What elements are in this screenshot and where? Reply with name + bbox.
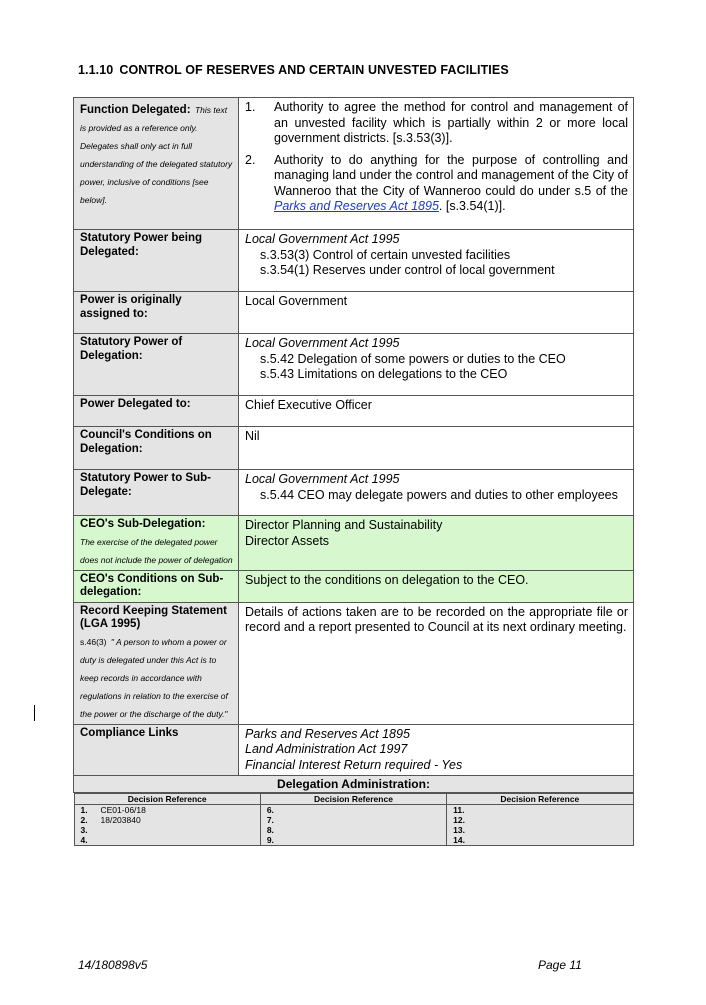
decision-entry: [81, 815, 254, 825]
entry-number: 12.: [453, 815, 465, 825]
decision-entry: [81, 805, 254, 815]
row-value: Local Government: [245, 294, 348, 308]
row-label: Power Delegated to:: [80, 398, 191, 410]
label-cell: [74, 724, 239, 776]
decision-entry: [453, 815, 626, 825]
item-text: [274, 153, 628, 215]
entry-number: 6.: [266, 805, 274, 815]
label-cell: [74, 396, 239, 427]
document-reference: 14/180898v5: [78, 958, 148, 972]
row-label: CEO's Conditions on Sub-delegation:: [80, 572, 224, 598]
item-number: 2.: [245, 152, 256, 167]
section-line: s.5.43 Limitations on delegations to the CEO: [260, 367, 508, 381]
row-note: " A person to whom a power or duty is delegated under this Act is to keep records in accordance with regulations in relation to the exercise of the power or the discharge of the duty.": [80, 636, 228, 719]
row-label: Statutory Power being Delegated:: [80, 232, 203, 258]
row-sub-delegate-power: [74, 470, 634, 516]
value-cell: [239, 570, 634, 602]
value-cell: [239, 396, 634, 427]
row-compliance-links: [74, 724, 634, 776]
row-value: Chief Executive Officer: [245, 398, 372, 412]
row-label: Compliance Links: [80, 726, 179, 739]
label-cell: [74, 470, 239, 516]
page-number: Page 11: [538, 958, 582, 972]
entry-number: 3.: [80, 825, 88, 835]
item-text: Authority to agree the method for control and management of an unvested facility which is partially within 2 or more local government districts. [s.3.53(3)].: [274, 100, 628, 145]
row-label: Statutory Power of Delegation:: [80, 336, 183, 362]
entry-number: 9.: [266, 835, 274, 845]
label-cell: [74, 98, 239, 230]
entry-number: 14.: [453, 835, 465, 845]
compliance-line: Land Administration Act 1997: [245, 742, 408, 756]
function-list: [245, 100, 628, 215]
value-cell: [239, 98, 634, 230]
decision-entry: [81, 835, 254, 845]
value-cell: [239, 602, 634, 724]
decision-column-1: [74, 805, 260, 846]
row-note: This text is provided as a reference only. Delegates shall only act in full understanding of the delegated statutory power, inclusive of conditions [see below].: [80, 105, 233, 205]
label-cell: [74, 334, 239, 396]
decision-header-row: [74, 794, 633, 805]
decision-wrapper: [74, 793, 634, 847]
decision-entry: [267, 805, 440, 815]
decision-entry: [267, 815, 440, 825]
entry-number: 11.: [453, 805, 465, 815]
label-cell: [74, 230, 239, 292]
act-name: Local Government Act 1995: [245, 336, 400, 350]
section-number: 1.1.10: [78, 63, 114, 77]
compliance-line: Financial Interest Return required - Yes: [245, 757, 463, 772]
act-name: Local Government Act 1995: [245, 472, 400, 486]
section-title-text: CONTROL OF RESERVES AND CERTAIN UNVESTED FACILITIES: [119, 63, 509, 77]
section-line: s.5.42 Delegation of some powers or duties to the CEO: [260, 351, 566, 366]
sub-delegate: Director Planning and Sustainability: [245, 518, 443, 532]
row-value: Nil: [245, 429, 260, 443]
row-label: CEO's Sub-Delegation:: [80, 518, 206, 530]
parks-act-link[interactable]: Parks and Reserves Act 1895: [274, 199, 439, 213]
row-statutory-power: [74, 230, 634, 292]
label-cell: [74, 427, 239, 470]
act-name: Local Government Act 1995: [245, 232, 400, 246]
row-label: Statutory Power to Sub-Delegate:: [80, 472, 211, 498]
decision-column-3: [447, 805, 633, 846]
decision-entry: [267, 825, 440, 835]
value-cell: [239, 292, 634, 334]
row-ceo-conditions: [74, 570, 634, 602]
label-cell: [74, 292, 239, 334]
section-title: [78, 63, 509, 77]
row-delegated-to: [74, 396, 634, 427]
text-cursor: [34, 705, 35, 721]
value-cell: [239, 516, 634, 571]
row-admin-heading: [74, 776, 634, 793]
entry-number: 2.: [80, 815, 88, 825]
column-header: Decision Reference: [447, 794, 633, 805]
row-function-delegated: [74, 98, 634, 230]
section-line: s.3.53(3) Control of certain unvested facilities: [260, 247, 511, 262]
entry-number: 8.: [266, 825, 274, 835]
row-power-of-delegation: [74, 334, 634, 396]
item-text-part: . [s.3.54(1)].: [438, 199, 506, 213]
sub-delegate: Director Assets: [245, 533, 330, 548]
entry-value: 18/203840: [100, 815, 141, 825]
decision-entry: [453, 835, 626, 845]
value-cell: [239, 427, 634, 470]
row-label: Function Delegated:: [80, 104, 191, 116]
list-item: [245, 153, 628, 215]
decision-body-row: [74, 805, 633, 846]
decision-reference-table: [74, 793, 634, 846]
label-cell: [74, 602, 239, 724]
value-cell: [239, 470, 634, 516]
label-cell: [74, 570, 239, 602]
item-text-part: Authority to do anything for the purpose of controlling and managing land under the control and management of the City of Wanneroo that the City of Wanneroo could do under s.5 of the: [274, 152, 628, 198]
row-note: The exercise of the delegated power does not include the power of delegation: [80, 536, 233, 565]
row-decision-table: [74, 793, 634, 847]
value-cell: [239, 724, 634, 776]
row-label: Council's Conditions on Delegation:: [80, 429, 212, 455]
column-header: Decision Reference: [74, 794, 260, 805]
section-line: s.5.44 CEO may delegate powers and duties to other employees: [260, 487, 618, 502]
decision-entry: [81, 825, 254, 835]
row-council-conditions: [74, 427, 634, 470]
decision-entry: [453, 805, 626, 815]
decision-entry: [453, 825, 626, 835]
row-ref: s.46(3): [80, 636, 107, 647]
row-value: Details of actions taken are to be recorded on the appropriate file or record and a report presented to Council at its next ordinary meeting.: [245, 604, 628, 634]
row-power-assigned: [74, 292, 634, 334]
entry-value: CE01-06/18: [100, 805, 146, 815]
entry-number: 1.: [80, 805, 88, 815]
section-line: s.3.54(1) Reserves under control of local government: [260, 263, 555, 277]
list-item: [245, 100, 628, 147]
item-number: 1.: [245, 100, 256, 114]
delegation-table: [73, 97, 634, 846]
column-header: Decision Reference: [260, 794, 446, 805]
compliance-line: Parks and Reserves Act 1895: [245, 726, 410, 741]
decision-entry: [267, 835, 440, 845]
row-ceo-sub-delegation: [74, 516, 634, 571]
value-cell: [239, 334, 634, 396]
value-cell: [239, 230, 634, 292]
entry-number: 13.: [453, 825, 465, 835]
row-label: Record Keeping Statement (LGA 1995): [80, 604, 227, 630]
entry-number: 7.: [266, 815, 274, 825]
admin-heading: Delegation Administration:: [74, 776, 634, 793]
label-cell: [74, 516, 239, 571]
row-label: Power is originally assigned to:: [80, 294, 182, 320]
row-record-keeping: [74, 602, 634, 724]
row-value: Subject to the conditions on delegation to the CEO.: [245, 572, 529, 587]
decision-column-2: [260, 805, 446, 846]
entry-number: 4.: [80, 835, 88, 845]
